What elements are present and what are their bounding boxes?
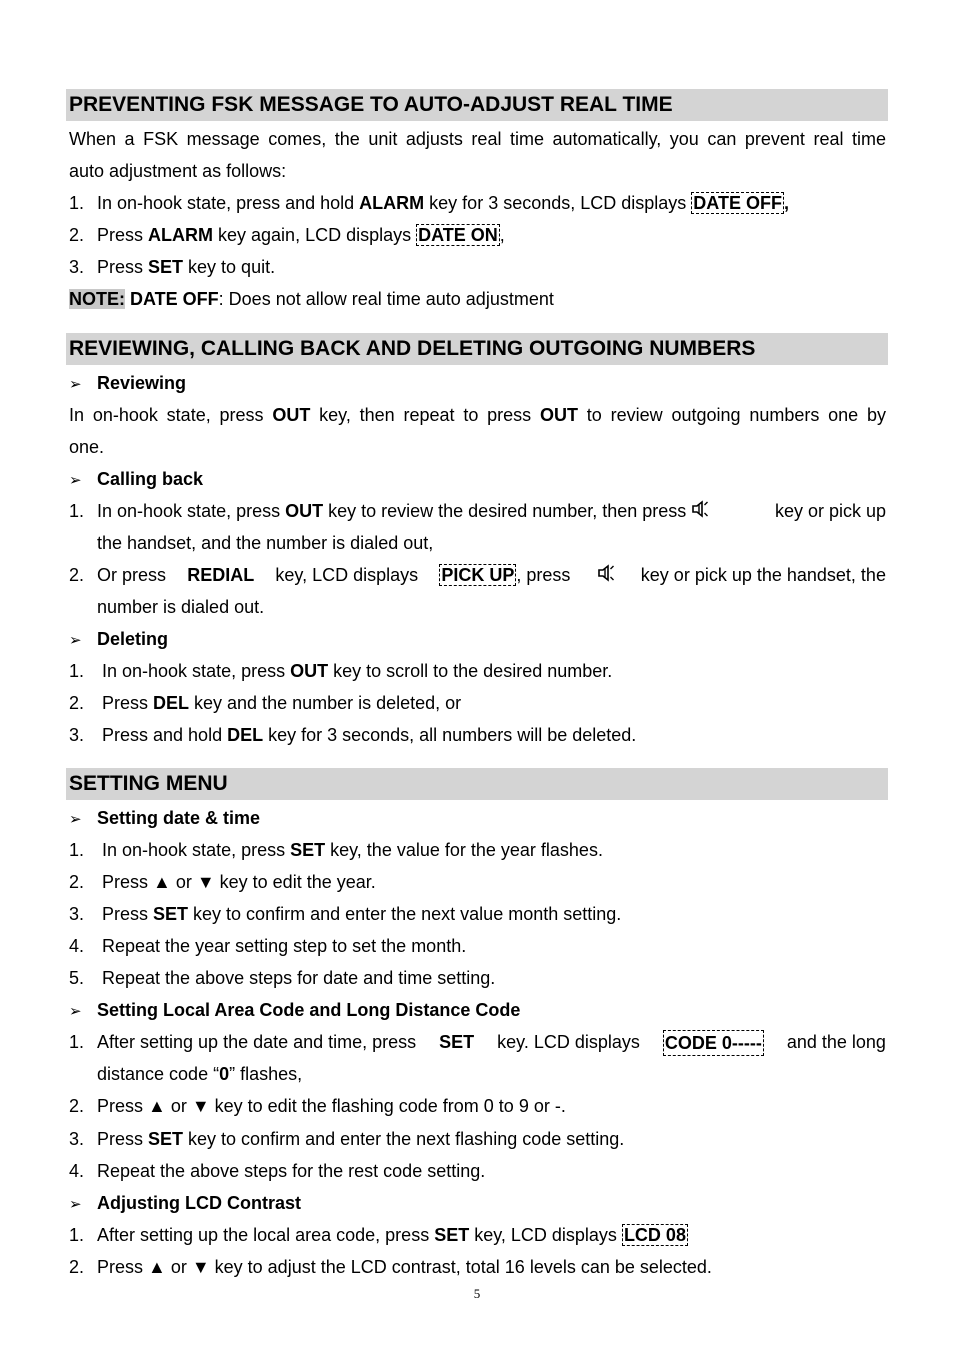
calling-step1-line2: the handset, and the number is dialed out, [97,533,434,553]
datetime-step2: Press ▲ or ▼ key to edit the year. [102,872,376,892]
step-number: 3. [69,904,85,924]
datetime-step3: Press SET key to confirm and enter the next value month setting. [102,904,622,924]
step-number: 1. [69,1032,85,1052]
subheading-reviewing: ➢ Reviewing [69,371,186,397]
calling-step2: Or press REDIAL key, LCD displays PICK UP , press key or pick up the handset, the [97,565,886,585]
step-number: 1. [69,1225,85,1245]
datetime-step1: In on-hook state, press SET key, the value for the year flashes. [102,840,603,860]
reviewing-line1: In on-hook state, press OUT key, then repeat to press OUT to review outgoing numbers one by [69,405,887,425]
lcd-display: PICK UP [441,565,515,585]
datetime-step5: Repeat the above steps for date and time setting. [102,968,496,988]
bullet-arrow-icon: ➢ [69,1003,82,1020]
bullet-arrow-icon: ➢ [69,1196,82,1213]
lcd-display: DATE ON [418,225,498,245]
step-number: 2. [69,225,85,245]
deleting-step1: In on-hook state, press OUT key to scroll to the desired number. [102,661,613,681]
key-name: ALARM [148,225,214,245]
bullet-arrow-icon: ➢ [69,376,82,393]
fsk-step1: In on-hook state, press and hold ALARM key for 3 seconds, LCD displays DATE OFF , [97,193,789,213]
areacode-step2: Press ▲ or ▼ key to edit the flashing code from 0 to 9 or -. [97,1096,566,1116]
areacode-step3: Press SET key to confirm and enter the next flashing code setting. [97,1129,625,1149]
page-number: 5 [473,1286,481,1301]
calling-step1: In on-hook state, press OUT key to review the desired number, then press key or pick up [97,501,886,521]
section-heading-fsk: PREVENTING FSK MESSAGE TO AUTO-ADJUST REAL TIME [66,89,888,121]
lcd-display: CODE 0----- [663,1030,764,1056]
step-number: 2. [69,1096,85,1116]
bullet-arrow-icon: ➢ [69,472,82,489]
subheading-date-time: ➢ Setting date & time [69,806,260,832]
subheading-lcd-contrast: ➢ Adjusting LCD Contrast [69,1191,301,1217]
fsk-intro-line2: auto adjustment as follows: [69,161,287,181]
contrast-step2: Press ▲ or ▼ key to adjust the LCD contrast, total 16 levels can be selected. [97,1257,712,1277]
areacode-step4: Repeat the above steps for the rest code setting. [97,1161,486,1181]
step-number: 2. [69,693,85,713]
lcd-display: LCD 08 [623,1225,686,1245]
step-number: 3. [69,257,85,277]
step-number: 3. [69,725,85,745]
step-number: 5. [69,968,85,988]
step-number: 1. [69,501,85,521]
speaker-key-icon [596,563,616,583]
calling-step2-line2: number is dialed out. [97,597,265,617]
areacode-step1: After setting up the date and time, press SET key. LCD displays CODE 0----- and the long [97,1030,886,1056]
fsk-step2: Press ALARM key again, LCD displays DATE ON , [97,225,505,245]
section-heading-setting-menu: SETTING MENU [66,768,888,800]
deleting-step2: Press DEL key and the number is deleted, or [102,693,462,713]
deleting-step3: Press and hold DEL key for 3 seconds, all numbers will be deleted. [102,725,637,745]
step-number: 3. [69,1129,85,1149]
section-heading-outgoing: REVIEWING, CALLING BACK AND DELETING OUTGOING NUMBERS [66,333,888,365]
reviewing-line2: one. [69,437,105,457]
key-name: ALARM [359,193,425,213]
note-label: NOTE: [69,289,125,309]
fsk-note: NOTE: DATE OFF: Does not allow real time auto adjustment [69,289,554,309]
subheading-area-code: ➢ Setting Local Area Code and Long Distance Code [69,998,520,1024]
step-number: 1. [69,661,85,681]
step-number: 2. [69,872,85,892]
fsk-step3: Press SET key to quit. [97,257,276,277]
step-number: 4. [69,1161,85,1181]
step-number: 2. [69,1257,85,1277]
speaker-key-icon [690,499,710,519]
step-number: 1. [69,193,85,213]
step-number: 2. [69,565,85,585]
key-name: SET [148,257,184,277]
bullet-arrow-icon: ➢ [69,632,82,649]
contrast-step1: After setting up the local area code, press SET key, LCD displays LCD 08 [97,1225,686,1245]
areacode-step1-line2: distance code “0” flashes, [97,1064,303,1084]
subheading-deleting: ➢ Deleting [69,627,168,653]
bullet-arrow-icon: ➢ [69,811,82,828]
lcd-display: DATE OFF [693,193,782,213]
fsk-intro-line1: When a FSK message comes, the unit adjusts real time automatically, you can prevent real time [69,129,886,149]
step-number: 4. [69,936,85,956]
step-number: 1. [69,840,85,860]
subheading-calling-back: ➢ Calling back [69,467,203,493]
datetime-step4: Repeat the year setting step to set the month. [102,936,467,956]
